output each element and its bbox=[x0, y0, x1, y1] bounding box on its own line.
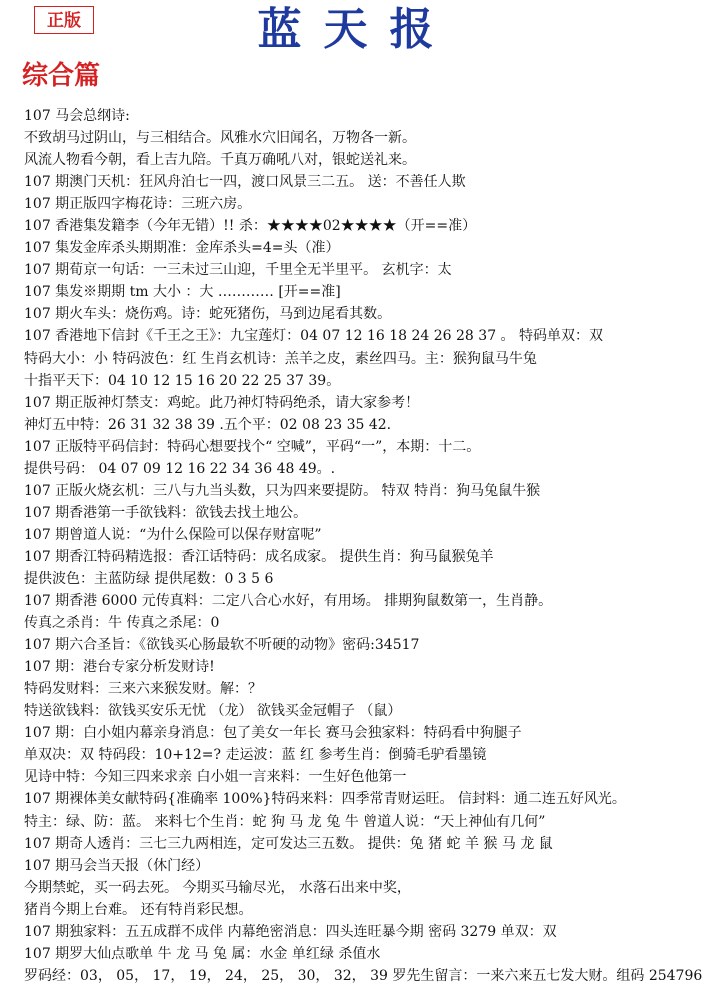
text-line: 107 期六合圣旨：《欲钱买心肠最软不听硬的动物》密码:34517 bbox=[24, 637, 420, 654]
text-line: 风流人物看今朝，看上吉九陪。千真万确吼八对，银蛇送礼来。 bbox=[24, 152, 416, 169]
text-line: 107 香港集发籍李（今年无错）!! 杀：★★★★02★★★★（开==准） bbox=[24, 218, 477, 235]
text-line: 提供波色：主蓝防绿 提供尾数：0 3 5 6 bbox=[24, 570, 274, 587]
text-line: 107 期曾道人说：“为什么保险可以保存财富呢” bbox=[24, 526, 322, 543]
text-line: 107 集发金库杀头期期准：金库杀头=4=头（准） bbox=[24, 240, 340, 257]
text-line: 传真之杀肖：牛 传真之杀尾：0 bbox=[24, 615, 220, 632]
text-line: 107 期独家料：五五成群不成伴 内幕绝密消息：四头连旺暴今期 密码 3279 单双：双 bbox=[24, 923, 557, 940]
text-line: 罗码经：03， 05， 17， 19， 24， 25， 30， 32， 39 罗先生留言：一来六来五七发大财。组码 254796 bbox=[24, 967, 703, 984]
article-body bbox=[24, 105, 708, 987]
text-line: 十指平天下：04 10 12 15 16 20 22 25 37 39。 bbox=[24, 372, 341, 389]
text-line: 107 期香江特码精选报：香江话特码：成名成家。 提供生肖：狗马鼠猴兔羊 bbox=[24, 548, 494, 565]
text-line: 107 马会总纲诗: bbox=[24, 108, 130, 124]
text-line: 107 期罗大仙点歌单 牛 龙 马 兔 属：水金 单红绿 杀值水 bbox=[24, 945, 381, 962]
text-line: 神灯五中特：26 31 32 38 39 .五个平：02 08 23 35 42. bbox=[24, 416, 392, 433]
text-line: 107 期香港 6000 元传真料：二定八合心水好，有用场。 排期狗鼠数第一，生肖静。 bbox=[24, 593, 553, 610]
text-line: 107 期马会当天报（休门经） bbox=[24, 857, 210, 874]
page-title: 蓝天报 bbox=[257, 4, 456, 55]
text-line: 107 期：白小姐内幕亲身消息：包了美女一年长 赛马会独家料：特码看中狗腿子 bbox=[24, 725, 522, 742]
text-line: 107 集发※期期 tm 大小 ：大 ………… [开==准] bbox=[24, 284, 341, 301]
text-line: 107 香港地下信封《千王之王》：九宝莲灯：04 07 12 16 18 24 26 28 37 。 特码单双：双 bbox=[24, 328, 604, 345]
text-line: 今期禁蛇，买一码去死。 今期买马输尽光， 水落石出来中奖， bbox=[24, 879, 411, 896]
text-line: 107 期：港台专家分析发财诗! bbox=[24, 659, 215, 676]
text-line: 107 期裸体美女献特码{准确率 100%}特码来料：四季常青财运旺。 信封料：通二连五好风光。 bbox=[24, 791, 626, 808]
text-line: 107 期荀京一句话：一三未过三山迎，千里全无半里平。 玄机字：太 bbox=[24, 262, 452, 279]
text-line: 107 期火车头：烧伤鸡。诗：蛇死猪伤，马到边尾看其数。 bbox=[24, 306, 392, 323]
text-line: 107 正版火烧玄机：三八与九当头数，只为四来要提防。 特双 特肖：狗马兔鼠牛猴 bbox=[24, 482, 541, 499]
text-line: 特码大小：小 特码波色：红 生肖玄机诗：羔羊之皮，素丝四马。主：猴狗鼠马牛兔 bbox=[24, 350, 537, 367]
text-line: 107 正版特平码信封：特码心想要找个“ 空喊”，平码“一”，本期：十二。 bbox=[24, 438, 481, 455]
text-line: 不致胡马过阴山，与三相结合。风雅水穴旧闻名，万物各一新。 bbox=[24, 130, 416, 147]
section-heading: 综合篇 bbox=[22, 61, 101, 91]
text-line: 特主：绿、防：蓝。 来料七个生肖：蛇 狗 马 龙 兔 牛 曾道人说：“天上神仙有几何” bbox=[24, 813, 546, 830]
text-line: 107 期正版四字梅花诗：三班六房。 bbox=[24, 196, 252, 213]
text-line: 特送欲钱料：欲钱买安乐无忧 （龙） 欲钱买金冠帽子 （鼠） bbox=[24, 703, 402, 720]
text-line: 猪肖今期上台难。 还有特肖彩民想。 bbox=[24, 901, 253, 918]
text-line: 107 期奇人透肖：三七三九两相连，定可发达三五数。 提供：兔 猪 蛇 羊 猴 马 龙 鼠 bbox=[24, 835, 553, 852]
authentic-badge: 正版 bbox=[34, 6, 94, 34]
text-line: 107 期澳门天机：狂风舟泊七一四，渡口风景三二五。 送：不善任人欺 bbox=[24, 174, 466, 191]
text-line: 107 期香港第一手欲钱料：欲钱去找土地公。 bbox=[24, 504, 308, 521]
text-line: 提供号码： 04 07 09 12 16 22 34 36 48 49。. bbox=[24, 460, 336, 477]
text-line: 单双决：双 特码段：10+12=? 走运波：蓝 红 参考生肖：倒骑毛驴看墨镜 bbox=[24, 747, 487, 764]
text-line: 见诗中特：今知三四来求亲 白小姐一言来料：一生好色他第一 bbox=[24, 769, 407, 786]
text-line: 107 期正版神灯禁支：鸡蛇。此乃神灯特码绝杀，请大家参考！ bbox=[24, 394, 420, 411]
text-line: 特码发财料：三来六来猴发财。解：？ bbox=[24, 681, 262, 698]
